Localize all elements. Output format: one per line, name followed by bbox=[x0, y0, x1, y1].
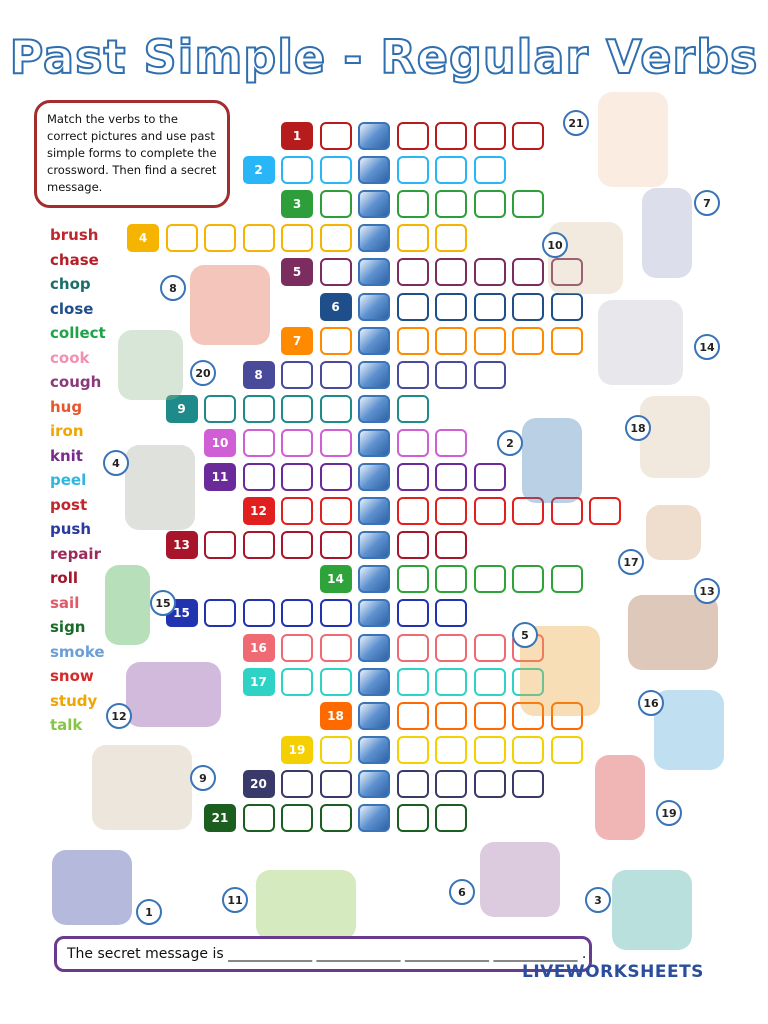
cell-input[interactable] bbox=[281, 531, 313, 559]
cell-input[interactable] bbox=[435, 190, 467, 218]
cell-input[interactable] bbox=[281, 804, 313, 832]
cell-input[interactable] bbox=[512, 327, 544, 355]
clue-number-10: 10 bbox=[204, 429, 236, 457]
instructions-box: Match the verbs to the correct pictures and use past simple forms to complete the crossword. Then find a secret message. bbox=[34, 100, 230, 208]
verb-peel: peel bbox=[50, 471, 87, 489]
cell-input[interactable] bbox=[320, 395, 352, 423]
cell-input[interactable] bbox=[474, 736, 506, 764]
cell-input[interactable] bbox=[397, 668, 429, 696]
picture-number-15: 15 bbox=[150, 590, 176, 616]
cell-input[interactable] bbox=[320, 429, 352, 457]
clipart-picture bbox=[654, 690, 724, 770]
secret-column-cell[interactable] bbox=[358, 395, 390, 423]
cell-input[interactable] bbox=[435, 463, 467, 491]
secret-column-cell[interactable] bbox=[358, 599, 390, 627]
cell-input[interactable] bbox=[397, 361, 429, 389]
cell-input[interactable] bbox=[397, 599, 429, 627]
cell-input[interactable] bbox=[397, 770, 429, 798]
verb-chase: chase bbox=[50, 250, 99, 269]
clipart-picture bbox=[595, 755, 645, 840]
clipart-picture bbox=[628, 595, 718, 670]
clue-number-8: 8 bbox=[243, 361, 275, 389]
clipart-picture bbox=[190, 265, 270, 345]
cell-input[interactable] bbox=[435, 702, 467, 730]
verb-repair: repair bbox=[50, 544, 101, 563]
cell-input[interactable] bbox=[397, 429, 429, 457]
cell-input[interactable] bbox=[397, 156, 429, 184]
picture-number-8: 8 bbox=[160, 275, 186, 301]
secret-column-cell[interactable] bbox=[358, 668, 390, 696]
cell-input[interactable] bbox=[243, 804, 275, 832]
cell-input[interactable] bbox=[397, 293, 429, 321]
secret-column-cell[interactable] bbox=[358, 770, 390, 798]
verb-list bbox=[50, 223, 106, 738]
cell-input[interactable] bbox=[551, 736, 583, 764]
cell-input[interactable] bbox=[204, 224, 236, 252]
verb-iron: iron bbox=[50, 422, 84, 440]
cell-input[interactable] bbox=[435, 599, 467, 627]
cell-input[interactable] bbox=[397, 497, 429, 525]
cell-input[interactable] bbox=[397, 736, 429, 764]
cell-input[interactable] bbox=[397, 224, 429, 252]
picture-number-11: 11 bbox=[222, 887, 248, 913]
cell-input[interactable] bbox=[512, 293, 544, 321]
clue-number-4: 4 bbox=[127, 224, 159, 252]
secret-column-cell[interactable] bbox=[358, 497, 390, 525]
clipart-picture bbox=[118, 330, 183, 400]
cell-input[interactable] bbox=[320, 497, 352, 525]
cell-input[interactable] bbox=[281, 634, 313, 662]
verb-smoke: smoke bbox=[50, 642, 105, 661]
picture-number-6: 6 bbox=[449, 879, 475, 905]
picture-number-13: 13 bbox=[694, 578, 720, 604]
verb-talk: talk bbox=[50, 716, 83, 734]
clue-number-5: 5 bbox=[281, 258, 313, 286]
cell-input[interactable] bbox=[435, 770, 467, 798]
secret-column-cell[interactable] bbox=[358, 463, 390, 491]
cell-input[interactable] bbox=[397, 804, 429, 832]
cell-input[interactable] bbox=[589, 497, 621, 525]
secret-column-cell[interactable] bbox=[358, 429, 390, 457]
cell-input[interactable] bbox=[281, 599, 313, 627]
cell-input[interactable] bbox=[320, 224, 352, 252]
liveworksheets-logo: LIVEWORKSHEETS bbox=[522, 962, 704, 982]
cell-input[interactable] bbox=[435, 497, 467, 525]
cell-input[interactable] bbox=[474, 770, 506, 798]
cell-input[interactable] bbox=[435, 668, 467, 696]
clipart-picture bbox=[52, 850, 132, 925]
cell-input[interactable] bbox=[397, 258, 429, 286]
cell-input[interactable] bbox=[512, 736, 544, 764]
cell-input[interactable] bbox=[435, 634, 467, 662]
clipart-picture bbox=[640, 396, 710, 478]
cell-input[interactable] bbox=[320, 770, 352, 798]
clue-number-1: 1 bbox=[281, 122, 313, 150]
picture-number-9: 9 bbox=[190, 765, 216, 791]
clue-number-9: 9 bbox=[166, 395, 198, 423]
cell-input[interactable] bbox=[320, 668, 352, 696]
secret-column-cell[interactable] bbox=[358, 327, 390, 355]
verb-cough: cough bbox=[50, 373, 102, 391]
secret-message-field[interactable]: The secret message is ____________ ____________ ____________ ____________ . bbox=[54, 936, 592, 972]
secret-column-cell[interactable] bbox=[358, 361, 390, 389]
verb-sail: sail bbox=[50, 593, 80, 612]
verb-chop: chop bbox=[50, 275, 91, 293]
cell-input[interactable] bbox=[281, 361, 313, 389]
verb-snow: snow bbox=[50, 667, 94, 685]
verb-push: push bbox=[50, 520, 92, 538]
clue-number-2: 2 bbox=[243, 156, 275, 184]
cell-input[interactable] bbox=[551, 327, 583, 355]
cell-input[interactable] bbox=[320, 634, 352, 662]
cell-input[interactable] bbox=[243, 531, 275, 559]
verb-close: close bbox=[50, 299, 94, 318]
clue-number-21: 21 bbox=[204, 804, 236, 832]
cell-input[interactable] bbox=[397, 327, 429, 355]
secret-column-cell[interactable] bbox=[358, 258, 390, 286]
cell-input[interactable] bbox=[474, 634, 506, 662]
cell-input[interactable] bbox=[320, 327, 352, 355]
cell-input[interactable] bbox=[435, 224, 467, 252]
secret-column-cell[interactable] bbox=[358, 736, 390, 764]
cell-input[interactable] bbox=[320, 531, 352, 559]
verb-cook: cook bbox=[50, 348, 90, 367]
cell-input[interactable] bbox=[474, 463, 506, 491]
cell-input[interactable] bbox=[320, 156, 352, 184]
picture-number-20: 20 bbox=[190, 360, 216, 386]
cell-input[interactable] bbox=[474, 156, 506, 184]
cell-input[interactable] bbox=[474, 190, 506, 218]
clipart-picture bbox=[126, 662, 221, 727]
secret-column-cell[interactable] bbox=[358, 224, 390, 252]
cell-input[interactable] bbox=[397, 395, 429, 423]
cell-input[interactable] bbox=[281, 156, 313, 184]
secret-column-cell[interactable] bbox=[358, 531, 390, 559]
clipart-picture bbox=[612, 870, 692, 950]
cell-input[interactable] bbox=[551, 293, 583, 321]
cell-input[interactable] bbox=[397, 531, 429, 559]
secret-column-cell[interactable] bbox=[358, 565, 390, 593]
secret-column-cell[interactable] bbox=[358, 293, 390, 321]
cell-input[interactable] bbox=[512, 565, 544, 593]
cell-input[interactable] bbox=[512, 190, 544, 218]
cell-input[interactable] bbox=[512, 770, 544, 798]
cell-input[interactable] bbox=[320, 736, 352, 764]
cell-input[interactable] bbox=[474, 497, 506, 525]
verb-brush: brush bbox=[50, 226, 99, 244]
picture-number-3: 3 bbox=[585, 887, 611, 913]
cell-input[interactable] bbox=[281, 429, 313, 457]
cell-input[interactable] bbox=[435, 293, 467, 321]
cell-input[interactable] bbox=[474, 258, 506, 286]
cell-input[interactable] bbox=[281, 668, 313, 696]
clue-number-19: 19 bbox=[281, 736, 313, 764]
cell-input[interactable] bbox=[243, 599, 275, 627]
picture-number-18: 18 bbox=[625, 415, 651, 441]
picture-number-2: 2 bbox=[497, 430, 523, 456]
cell-input[interactable] bbox=[435, 122, 467, 150]
clipart-picture bbox=[642, 188, 692, 278]
cell-input[interactable] bbox=[166, 224, 198, 252]
cell-input[interactable] bbox=[474, 122, 506, 150]
cell-input[interactable] bbox=[474, 327, 506, 355]
verb-knit: knit bbox=[50, 446, 83, 465]
cell-input[interactable] bbox=[204, 395, 236, 423]
cell-input[interactable] bbox=[281, 463, 313, 491]
cell-input[interactable] bbox=[320, 361, 352, 389]
cell-input[interactable] bbox=[204, 599, 236, 627]
clipart-picture bbox=[92, 745, 192, 830]
cell-input[interactable] bbox=[397, 565, 429, 593]
clipart-picture bbox=[646, 505, 701, 560]
clue-number-7: 7 bbox=[281, 327, 313, 355]
cell-input[interactable] bbox=[435, 736, 467, 764]
clue-number-16: 16 bbox=[243, 634, 275, 662]
cell-input[interactable] bbox=[320, 599, 352, 627]
cell-input[interactable] bbox=[435, 258, 467, 286]
cell-input[interactable] bbox=[474, 668, 506, 696]
cell-input[interactable] bbox=[551, 565, 583, 593]
secret-column-cell[interactable] bbox=[358, 122, 390, 150]
cell-input[interactable] bbox=[397, 122, 429, 150]
clipart-picture bbox=[105, 565, 150, 645]
cell-input[interactable] bbox=[435, 531, 467, 559]
cell-input[interactable] bbox=[435, 565, 467, 593]
clue-number-14: 14 bbox=[320, 565, 352, 593]
clue-number-17: 17 bbox=[243, 668, 275, 696]
verb-sign: sign bbox=[50, 618, 86, 636]
cell-input[interactable] bbox=[435, 156, 467, 184]
cell-input[interactable] bbox=[320, 258, 352, 286]
picture-number-4: 4 bbox=[103, 450, 129, 476]
secret-column-cell[interactable] bbox=[358, 634, 390, 662]
clue-number-20: 20 bbox=[243, 770, 275, 798]
secret-column-cell[interactable] bbox=[358, 190, 390, 218]
picture-number-12: 12 bbox=[106, 703, 132, 729]
picture-number-10: 10 bbox=[542, 232, 568, 258]
clue-number-13: 13 bbox=[166, 531, 198, 559]
cell-input[interactable] bbox=[397, 463, 429, 491]
clue-number-15: 15 bbox=[166, 599, 198, 627]
picture-number-21: 21 bbox=[563, 110, 589, 136]
cell-input[interactable] bbox=[320, 122, 352, 150]
cell-input[interactable] bbox=[474, 565, 506, 593]
verb-roll: roll bbox=[50, 569, 78, 587]
verb-collect: collect bbox=[50, 324, 106, 342]
cell-input[interactable] bbox=[243, 224, 275, 252]
picture-number-16: 16 bbox=[638, 690, 664, 716]
page-title: Past Simple - Regular Verbs bbox=[9, 30, 759, 84]
cell-input[interactable] bbox=[435, 429, 467, 457]
cell-input[interactable] bbox=[435, 327, 467, 355]
picture-number-1: 1 bbox=[136, 899, 162, 925]
cell-input[interactable] bbox=[435, 804, 467, 832]
clipart-picture bbox=[598, 300, 683, 385]
picture-number-17: 17 bbox=[618, 549, 644, 575]
cell-input[interactable] bbox=[320, 190, 352, 218]
cell-input[interactable] bbox=[512, 122, 544, 150]
clipart-picture bbox=[598, 92, 668, 187]
clue-number-12: 12 bbox=[243, 497, 275, 525]
cell-input[interactable] bbox=[243, 429, 275, 457]
clue-number-3: 3 bbox=[281, 190, 313, 218]
verb-hug: hug bbox=[50, 397, 83, 416]
clipart-picture bbox=[256, 870, 356, 940]
picture-number-7: 7 bbox=[694, 190, 720, 216]
clipart-picture bbox=[480, 842, 560, 917]
secret-column-cell[interactable] bbox=[358, 804, 390, 832]
clue-number-6: 6 bbox=[320, 293, 352, 321]
picture-number-19: 19 bbox=[656, 800, 682, 826]
verb-study: study bbox=[50, 691, 98, 710]
cell-input[interactable] bbox=[320, 804, 352, 832]
cell-input[interactable] bbox=[474, 702, 506, 730]
cell-input[interactable] bbox=[204, 531, 236, 559]
cell-input[interactable] bbox=[243, 463, 275, 491]
cell-input[interactable] bbox=[281, 395, 313, 423]
cell-input[interactable] bbox=[435, 361, 467, 389]
picture-number-5: 5 bbox=[512, 622, 538, 648]
cell-input[interactable] bbox=[320, 463, 352, 491]
cell-input[interactable] bbox=[397, 190, 429, 218]
cell-input[interactable] bbox=[243, 395, 275, 423]
cell-input[interactable] bbox=[397, 702, 429, 730]
picture-number-14: 14 bbox=[694, 334, 720, 360]
clue-number-11: 11 bbox=[204, 463, 236, 491]
cell-input[interactable] bbox=[474, 293, 506, 321]
clipart-picture bbox=[125, 445, 195, 530]
secret-column-cell[interactable] bbox=[358, 156, 390, 184]
cell-input[interactable] bbox=[281, 224, 313, 252]
clipart-picture bbox=[522, 418, 582, 503]
verb-post: post bbox=[50, 495, 88, 514]
cell-input[interactable] bbox=[512, 258, 544, 286]
cell-input[interactable] bbox=[281, 497, 313, 525]
cell-input[interactable] bbox=[474, 361, 506, 389]
cell-input[interactable] bbox=[281, 770, 313, 798]
cell-input[interactable] bbox=[397, 634, 429, 662]
clue-number-18: 18 bbox=[320, 702, 352, 730]
secret-column-cell[interactable] bbox=[358, 702, 390, 730]
